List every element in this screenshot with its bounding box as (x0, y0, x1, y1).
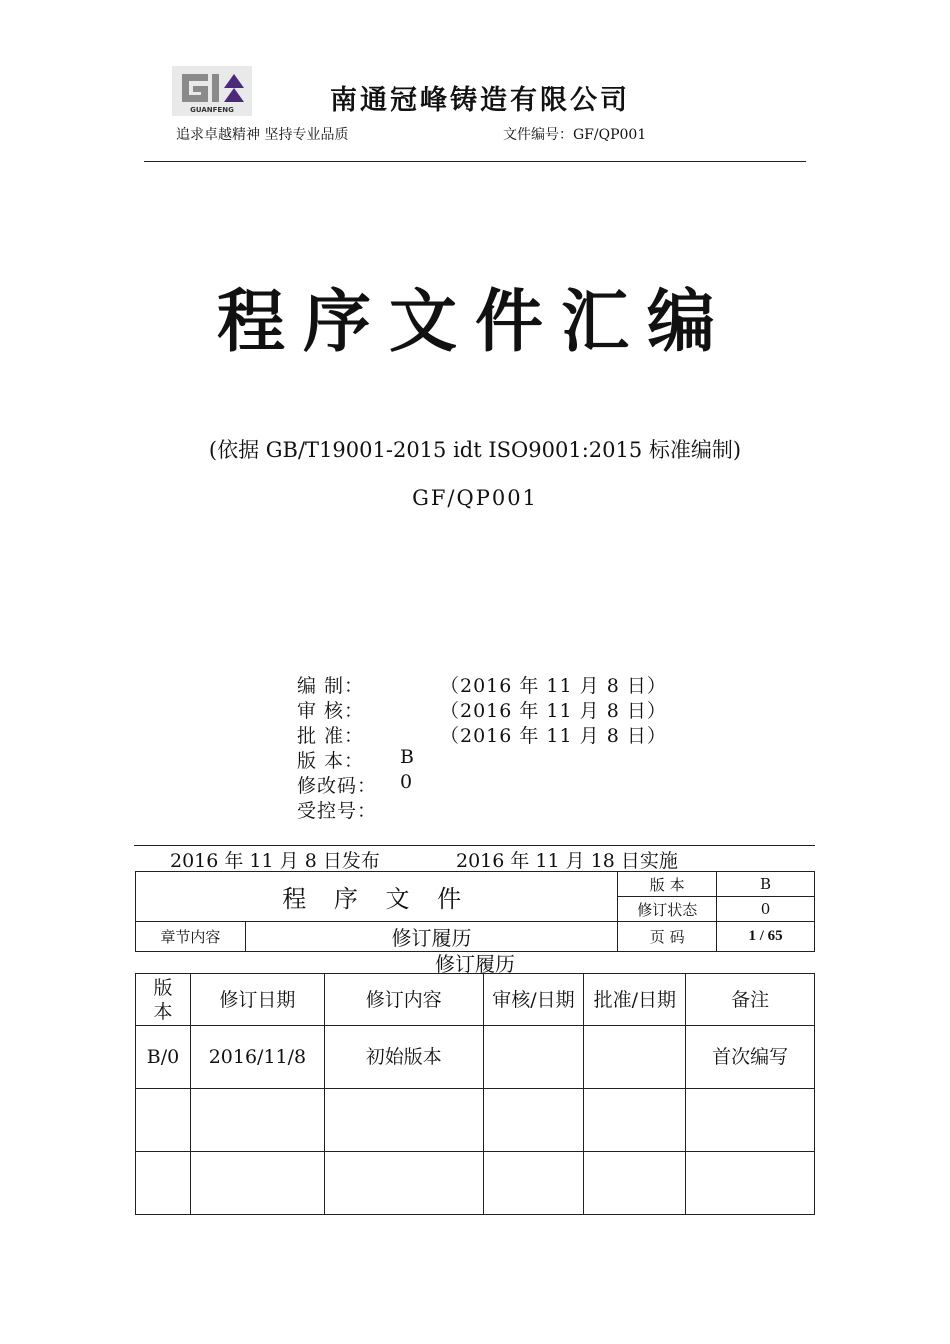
page-label-cell: 页 码 (618, 922, 717, 952)
header-cell-review: 审核/日期 (483, 974, 584, 1026)
table-cell (483, 1026, 584, 1089)
table-cell (483, 1089, 584, 1152)
header-cell-remarks: 备注 (686, 974, 815, 1026)
signoff-label-control-number: 受控号： (297, 800, 378, 822)
header-cell-date: 修订日期 (190, 974, 324, 1026)
header-cell-approve: 批准/日期 (584, 974, 686, 1026)
signoff-label-revision-code: 修改码： (297, 775, 378, 797)
status-label-cell: 修订状态 (618, 897, 717, 922)
status-value-cell: 0 (717, 897, 815, 922)
page-value-cell: 1 / 65 (717, 922, 815, 952)
svg-text:GUANFENG: GUANFENG (190, 106, 234, 114)
table-cell (584, 1026, 686, 1089)
version-label-cell: 版 本 (618, 872, 717, 897)
table-row (136, 1026, 815, 1089)
signoff-label-prepared: 编 制： (297, 675, 365, 697)
version-value-cell: B (717, 872, 815, 897)
revision-history-table (135, 973, 815, 1215)
signoff-value-revision-code: 0 (400, 771, 413, 793)
header-cell-content: 修订内容 (324, 974, 483, 1026)
table-cell (324, 1089, 483, 1152)
table-cell (324, 1152, 483, 1215)
table-cell (686, 1152, 815, 1215)
slogan: 追求卓越精神 坚持专业品质 (176, 127, 349, 143)
table-cell (136, 1152, 191, 1215)
revision-history-caption: 修订履历 (435, 952, 515, 976)
header-cell-version: 版本 (136, 974, 191, 1026)
signoff-label-reviewed: 审 核： (297, 700, 365, 722)
company-name: 南通冠峰铸造有限公司 (330, 85, 630, 116)
table-row (136, 1152, 815, 1215)
document-code: GF/QP001 (412, 486, 538, 510)
table-cell (584, 1089, 686, 1152)
table-cell: 初始版本 (324, 1026, 483, 1089)
table-cell (136, 1089, 191, 1152)
signoff-value-prepared: （2016 年 11 月 8 日） (440, 675, 667, 697)
chapter-label-cell: 章节内容 (136, 922, 246, 952)
signoff-label-approved: 批 准： (297, 725, 365, 747)
issue-date: 2016 年 11 月 8 日发布 (170, 850, 380, 872)
standard-basis: (依据 GB/T19001-2015 idt ISO9001:2015 标准编制) (208, 438, 742, 462)
header-divider (144, 161, 806, 162)
doc-name-cell: 程 序 文 件 (136, 872, 618, 922)
signoff-value-reviewed: （2016 年 11 月 8 日） (440, 700, 667, 722)
table-cell (483, 1152, 584, 1215)
table-cell (190, 1152, 324, 1215)
table-cell: 首次编写 (686, 1026, 815, 1089)
chapter-value-cell: 修订履历 (245, 922, 617, 952)
signoff-label-version: 版 本： (297, 750, 365, 772)
document-number: 文件编号：GF/QP001 (503, 127, 647, 143)
table-cell: 2016/11/8 (190, 1026, 324, 1089)
document-title: 程序文件汇编 (216, 282, 733, 362)
table-cell (190, 1089, 324, 1152)
table-cell (584, 1152, 686, 1215)
company-logo (172, 66, 252, 116)
implementation-date: 2016 年 11 月 18 日实施 (456, 850, 678, 872)
table-cell: B/0 (136, 1026, 191, 1089)
table-cell (686, 1089, 815, 1152)
document-header-table (135, 871, 815, 952)
signoff-value-version: B (400, 746, 414, 768)
table-row (136, 1089, 815, 1152)
signoff-value-approved: （2016 年 11 月 8 日） (440, 725, 667, 747)
